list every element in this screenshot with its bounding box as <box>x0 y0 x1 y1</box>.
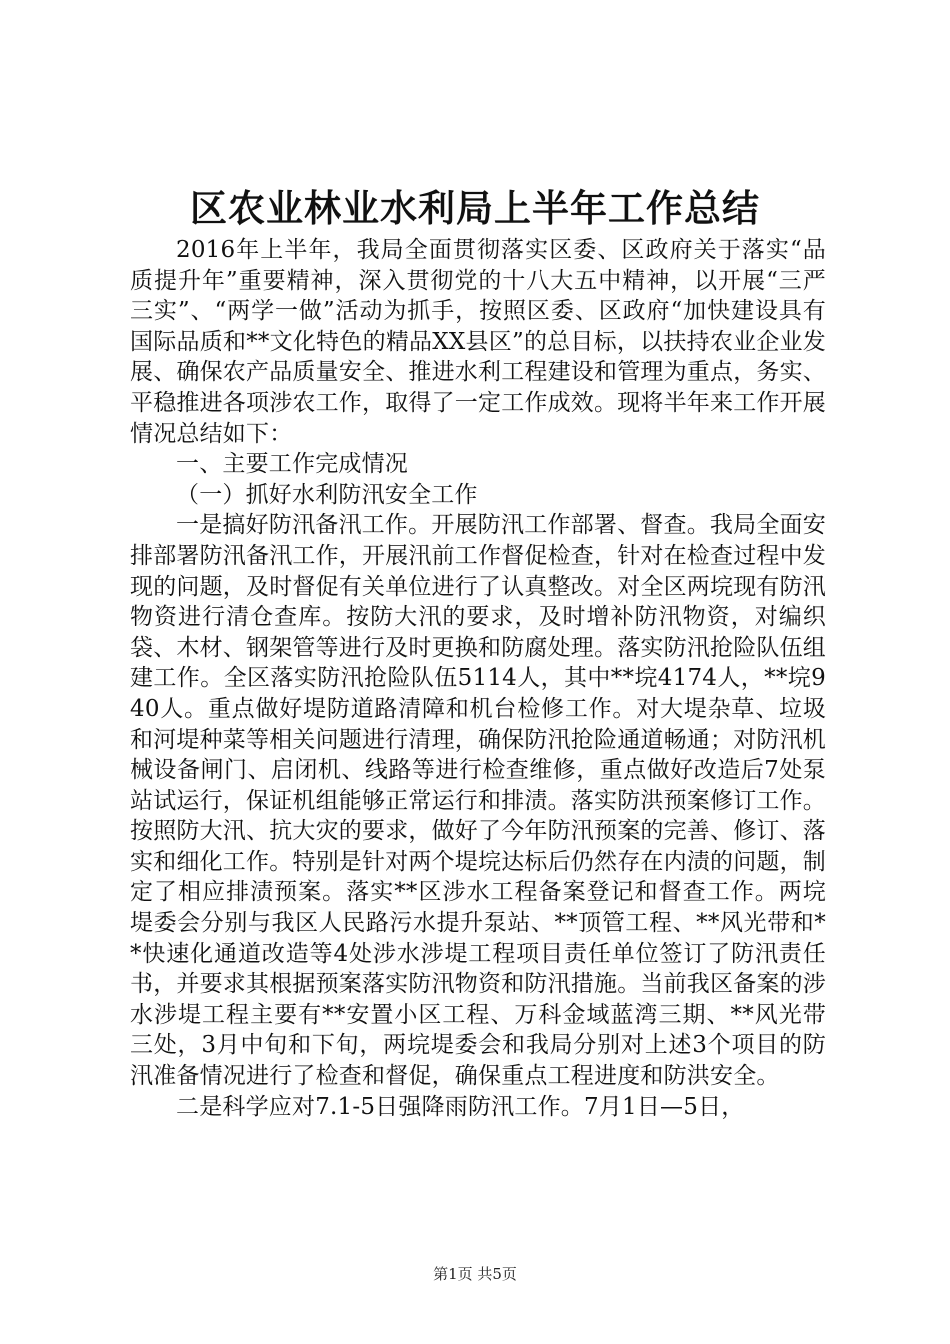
document-title: 区农业林业水利局上半年工作总结 <box>190 186 760 230</box>
intro-paragraph: 2016年上半年，我局全面贯彻落实区委、区政府关于落实“品质提升年”重要精神，深入贯彻党的十八大五中精神，以开展“三严三实”、“两学一做”活动为抓手，按照区委、区政府“加快建设具有国际品质和**文化特色的精品XX县区”的总目标，以扶持农业企业发展、确保农产品质量安全、推进水利工程建设和管理为重点，务实、平稳推进各项涉农工作，取得了一定工作成效。现将半年来工作开展情况总结如下： <box>130 237 826 447</box>
subsection-heading: （一）抓好水利防汛安全工作 <box>176 481 478 508</box>
section-heading: 一、主要工作完成情况 <box>176 451 408 478</box>
flood-prevention-paragraph: 一是搞好防汛备汛工作。开展防汛工作部署、督查。我局全面安排部署防汛备汛工作，开展汛前工作督促检查，针对在检查过程中发现的问题，及时督促有关单位进行了认真整改。对全区两垸现有防汛物资进行清仓查库。按防大汛的要求，及时增补防汛物资，对编织袋、木材、钢架管等进行及时更换和防腐处理。落实防汛抢险队伍组建工作。全区落实防汛抢险队伍5114人，其中**垸4174人，**垸940人。重点做好堤防道路清障和机台检修工作。对大堤杂草、垃圾和河堤种菜等相关问题进行清理，确保防汛抢险通道畅通；对防汛机械设备闸门、启闭机、线路等进行检查维修，重点做好改造后7处泵站试运行，保证机组能够正常运行和排渍。落实防洪预案修订工作。按照防大汛、抗大灾的要求，做好了今年防汛预案的完善、修订、落实和细化工作。特别是针对两个堤垸达标后仍然存在内渍的问题，制定了相应排渍预案。落实**区涉水工程备案登记和督查工作。两垸堤委会分别与我区人民路污水提升泵站、**顶管工程、**风光带和**快速化通道改造等4处涉水涉堤工程项目责任单位签订了防汛责任书，并要求其根据预案落实防汛物资和防汛措施。当前我区备案的涉水涉堤工程主要有**安置小区工程、万科金域蓝湾三期、**风光带三处，3月中旬和下旬，两垸堤委会和我局分别对上述3个项目的防汛准备情况进行了检查和督促，确保重点工程进度和防洪安全。 <box>130 512 826 1090</box>
page-number-footer: 第1页 共5页 <box>433 1265 517 1283</box>
rainstorm-response-paragraph: 二是科学应对7.1-5日强降雨防汛工作。7月1日—5日， <box>176 1093 745 1120</box>
document-body <box>130 235 826 1122</box>
